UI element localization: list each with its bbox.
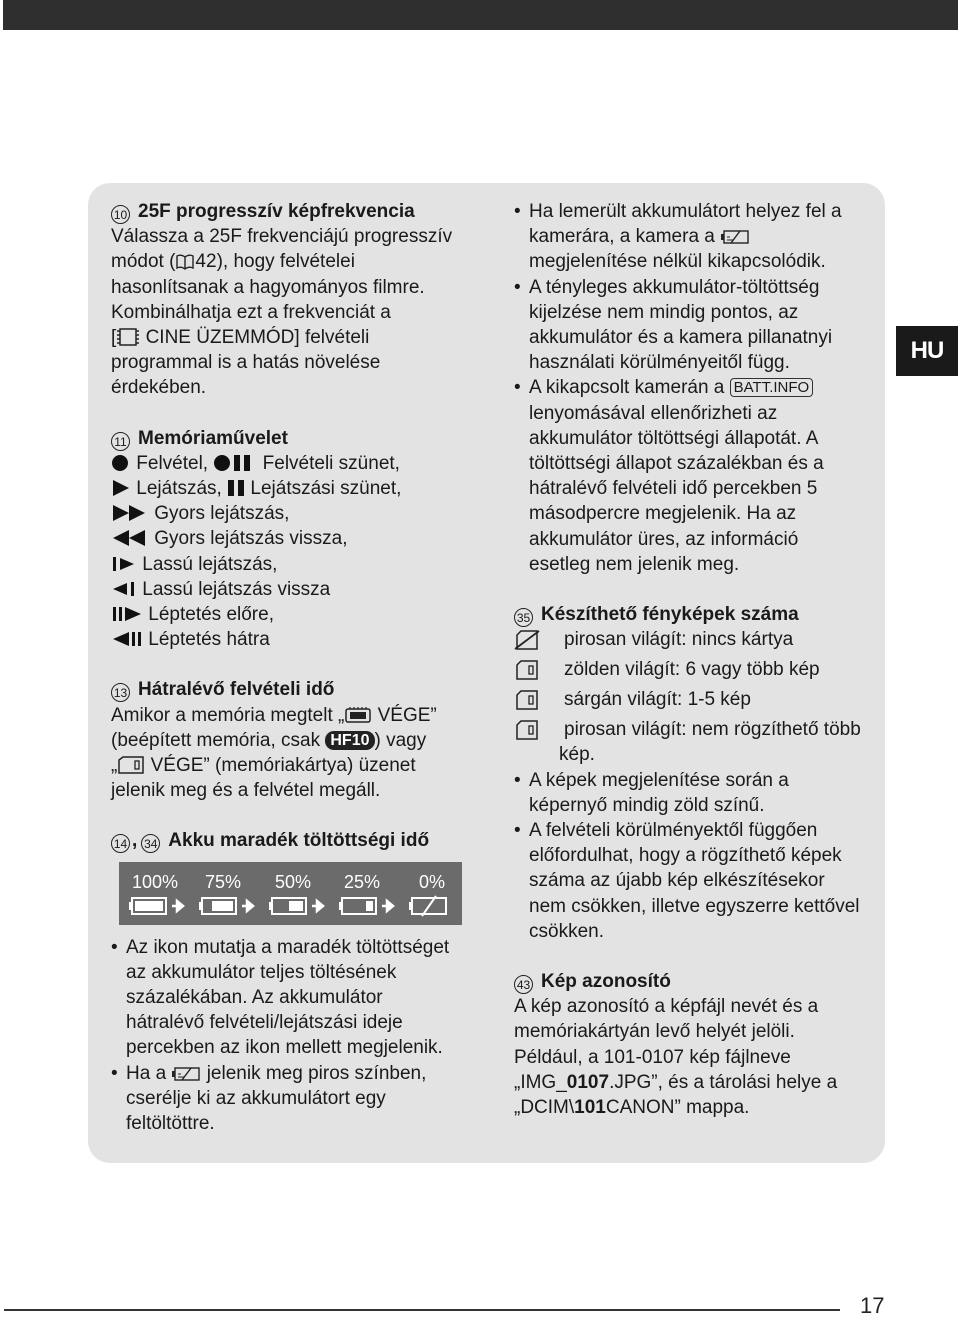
film-icon	[116, 328, 140, 346]
text-line: Kombinálhatja ezt a frekvenciát a	[111, 301, 391, 323]
text-line: Gyors lejátszás,	[111, 501, 491, 526]
card-status-line: sárgán világít: 1-5 kép	[514, 687, 879, 717]
arrow-right-icon	[382, 901, 393, 911]
memory-card-icon	[514, 720, 564, 740]
card-status-line: pirosan világít: nincs kártya	[514, 627, 879, 657]
section-13-heading: 13 Hátralévő felvételi idő	[111, 677, 491, 702]
battery-level-icon	[199, 898, 236, 914]
battery-percent-label: 0%	[419, 871, 446, 892]
text-line: programmal is a hatás növelése	[111, 352, 381, 374]
text-line: Válassza a 25F frekvenciájú progresszív	[111, 226, 453, 248]
text-line: kép.	[559, 744, 595, 766]
section-number: 13	[111, 683, 130, 702]
memory-card-icon	[514, 690, 564, 710]
built-in-memory-icon	[344, 706, 372, 724]
text-line: Lassú lejátszás vissza	[111, 577, 491, 602]
right-column	[514, 199, 879, 1120]
memory-card-icon	[514, 660, 564, 680]
pause-icon	[227, 479, 245, 497]
text-line: jelenik meg és a felvétel megáll.	[111, 780, 381, 802]
text-line: Amikor a memória megtelt „ VÉGE”	[111, 704, 437, 726]
battery-level-icon	[409, 896, 446, 916]
text-line: Léptetés előre,	[111, 602, 491, 627]
section-10-heading: 10 25F progresszív képfrekvencia	[111, 199, 491, 224]
text-line: „IMG_0107.JPG”, és a tárolási helye a	[514, 1071, 838, 1093]
text-line: Például, a 101-0107 kép fájlneve	[514, 1046, 791, 1068]
top-bar	[3, 0, 958, 30]
card-status-line: zölden világít: 6 vagy több kép	[514, 657, 879, 687]
battery-percent-label: 75%	[205, 871, 242, 892]
section-14-heading: 14 , 34 Akku maradék töltöttségi idő	[111, 828, 491, 853]
arrow-right-icon	[312, 901, 323, 911]
bullet-item: • A felvételi körülményektől függően előfordulhat, hogy a rögzíthető képek száma az újabb kép elkészítésekor nem csökken, illetve egyszerre kettővel csökken.	[514, 818, 879, 944]
battery-level-icon	[269, 898, 306, 914]
text-line: „ VÉGE” (memóriakártya) üzenet	[111, 755, 416, 777]
battery-percent-label: 100%	[132, 871, 179, 892]
bullet-item: • A kikapcsolt kamerán a BATT.INFO lenyomásával ellenőrizheti az akkumulátor töltöttségi állapotát. A töltöttségi állapot százalékban és a hátralévő felvételi idő percekben 5 másodpercre megjelenik. Ha az akkumulátor üres, az információ esetleg nem jelenik meg.	[514, 375, 879, 577]
bullet-item: • A tényleges akkumulátor-töltöttség kijelzése nem mindig pontos, az akkumulátor és a kamera pillanatnyi használati körülményeitől függ.	[514, 275, 879, 376]
battery-empty-icon	[171, 1066, 201, 1082]
text-line: Gyors lejátszás vissza,	[111, 526, 491, 551]
slow-reverse-icon	[111, 580, 137, 598]
section-11-heading: 11 Memóriaművelet	[111, 426, 491, 451]
hf10-badge: HF10	[325, 731, 374, 750]
section-number: 14	[111, 834, 130, 853]
text-line: módot ( 42), hogy felvételei	[111, 251, 355, 273]
arrow-right-icon	[172, 901, 183, 911]
battery-percent-label: 25%	[344, 871, 381, 892]
bullet-item: • A képek megjelenítése során a képernyő mindig zöld színű.	[514, 768, 879, 818]
text-line: (beépített memória, csak HF10 ) vagy	[111, 729, 427, 751]
battery-icon-row	[125, 892, 461, 920]
text-line: Léptetés hátra	[111, 627, 491, 652]
battery-level-diagram	[119, 862, 462, 925]
play-icon	[111, 479, 131, 497]
slow-play-icon	[111, 555, 137, 573]
bullet-item: • Az ikon mutatja a maradék töltöttséget az akkumulátor teljes töltésének százalékában. Az akkumulátor hátralévő felvételi/lejátszási ideje percekben az ikon mellett megjelenik.	[111, 935, 491, 1061]
section-number: 11	[111, 432, 130, 451]
section-number: 10	[111, 205, 130, 224]
step-forward-icon	[111, 605, 143, 623]
battery-empty-icon	[720, 229, 750, 245]
batt-info-button: BATT.INFO	[730, 378, 814, 397]
no-card-icon	[514, 630, 564, 650]
text-line: A kép azonosító a képfájl nevét és a	[514, 996, 819, 1018]
language-tab: HU	[896, 326, 958, 376]
rewind-icon	[111, 529, 149, 547]
record-pause-icon	[213, 454, 257, 472]
battery-percent-label: 50%	[275, 871, 312, 892]
text-line: [ CINE ÜZEMMÓD] felvételi	[111, 327, 370, 349]
section-number: 34	[141, 834, 160, 853]
left-column	[111, 199, 491, 1136]
book-icon	[175, 254, 195, 270]
fast-forward-icon	[111, 504, 149, 522]
text-line: memóriakártyán levő helyét jelöli.	[514, 1021, 795, 1043]
memory-card-icon	[117, 756, 145, 774]
text-line: érdekében.	[111, 377, 207, 399]
text-line: Lassú lejátszás,	[111, 552, 491, 577]
record-icon	[111, 454, 131, 472]
page-number: 17	[860, 1293, 885, 1318]
text-line: Lejátszás, Lejátszási szünet,	[111, 476, 491, 501]
section-number: 43	[514, 975, 533, 994]
battery-level-icon	[339, 898, 376, 914]
step-back-icon	[111, 630, 143, 648]
arrow-right-icon	[242, 901, 253, 911]
section-35-heading: 35 Készíthető fényképek száma	[514, 602, 879, 627]
text-line: Felvétel, Felvételi szünet,	[111, 451, 491, 476]
bullet-item: • Ha a jelenik meg piros színben, cserélje ki az akkumulátort egy feltöltöttre.	[111, 1061, 491, 1137]
text-line: „DCIM\101CANON” mappa.	[514, 1097, 750, 1119]
section-43-heading: 43 Kép azonosító	[514, 969, 879, 994]
text-line: hasonlítsanak a hagyományos filmre.	[111, 276, 425, 298]
section-number: 35	[514, 608, 533, 627]
footer-rule	[4, 1309, 840, 1311]
battery-level-icon	[129, 898, 166, 914]
card-status-line: pirosan világít: nem rögzíthető több	[514, 717, 879, 742]
bullet-item: • Ha lemerült akkumulátort helyez fel a kamerára, a kamera a megjelenítése nélkül kikapcsolódik.	[514, 199, 879, 275]
